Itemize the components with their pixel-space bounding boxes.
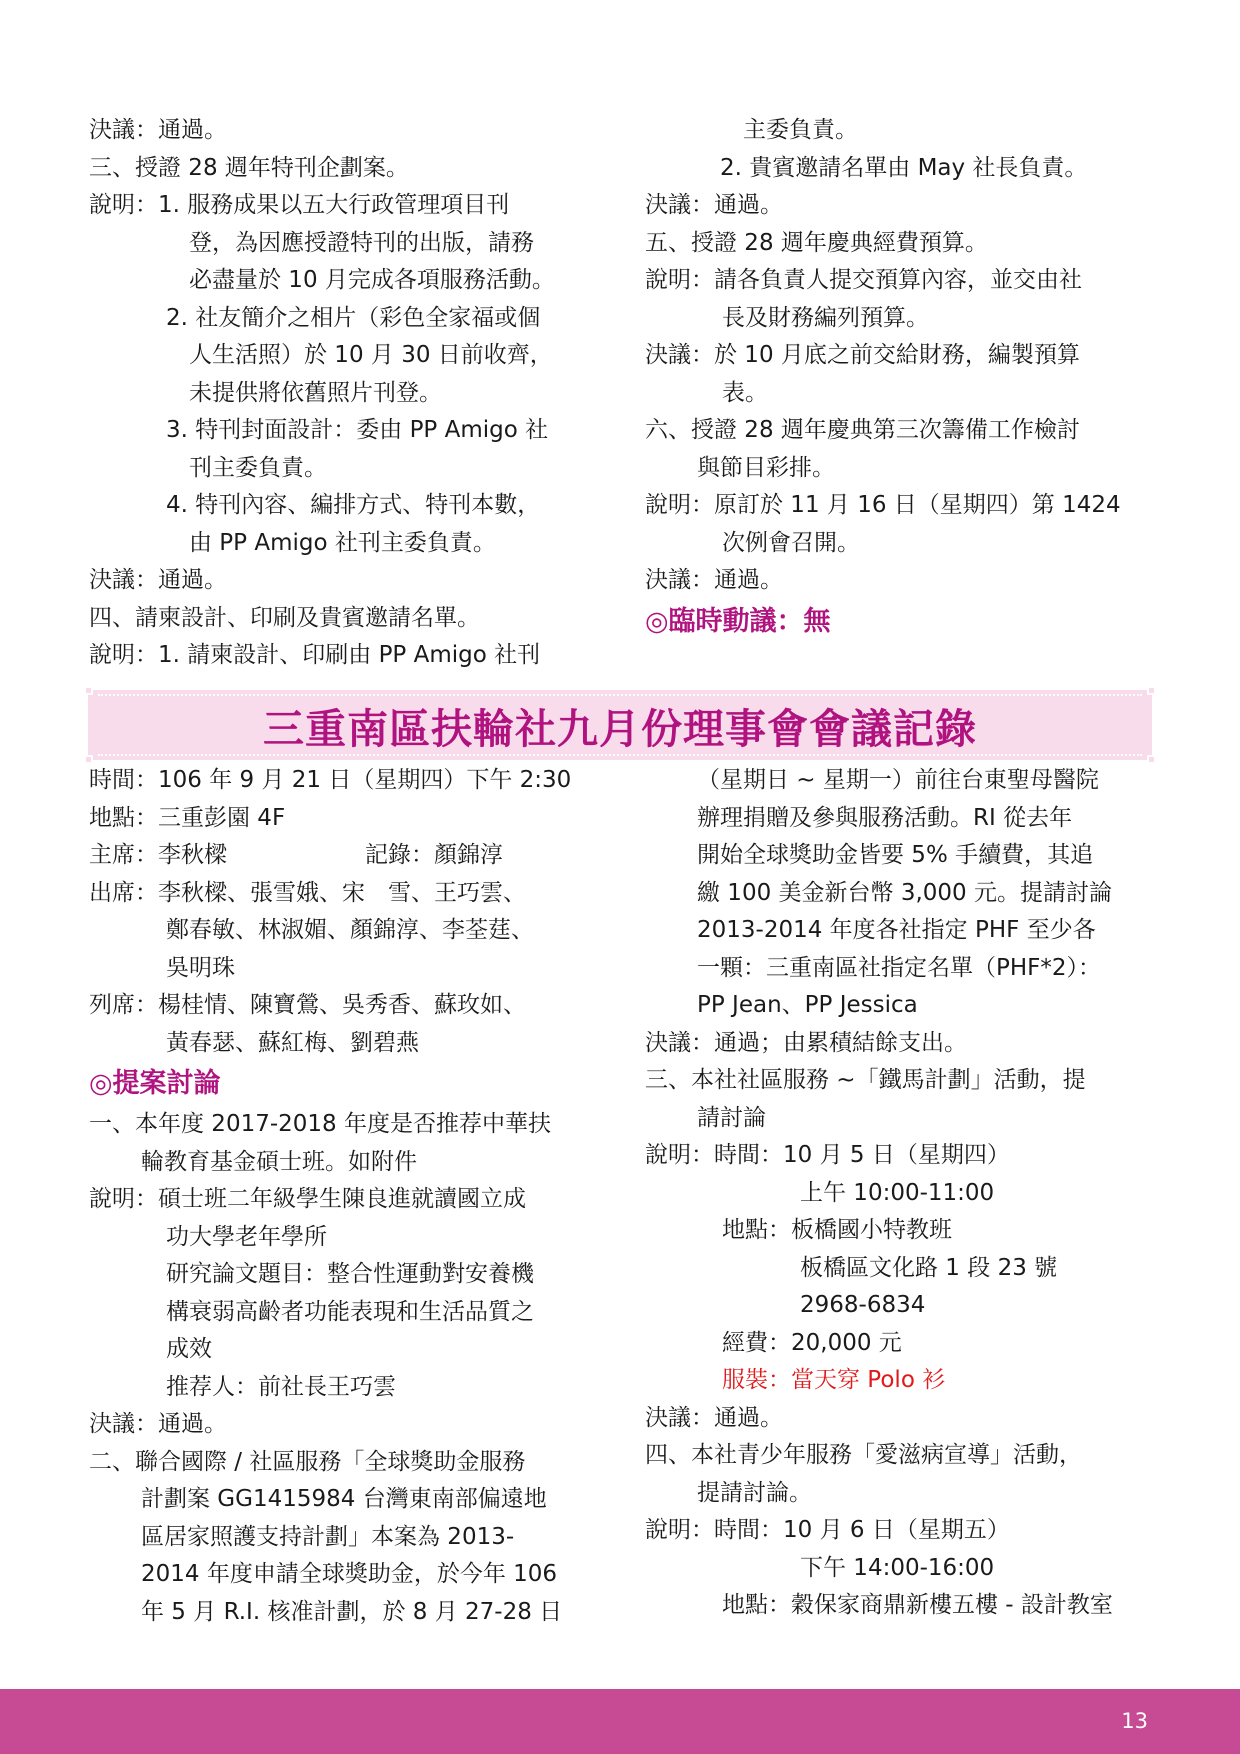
text-line: 說明：碩士班二年級學生陳良進就讀國立成 [89, 1186, 526, 1212]
text-line: 計劃案 GG1415984 台灣東南部偏遠地 [141, 1486, 547, 1512]
text-line: 四、請柬設計、印刷及貴賓邀請名單。 [89, 604, 480, 631]
text-line: 2013-2014 年度各社指定 PHF 至少各 [697, 917, 1096, 943]
text-line: 經費：20,000 元 [722, 1329, 902, 1356]
top-right-column [645, 112, 1155, 644]
bottom-left-column [89, 762, 601, 1631]
text-line: 說明：時間：10 月 5 日（星期四） [645, 1142, 1010, 1168]
text-line: 主委負責。 [743, 117, 858, 143]
text-line: 服裝：當天穿 Polo 衫 [722, 1367, 946, 1393]
text-line: 決議：通過。 [645, 567, 783, 593]
text-line: 決議：通過。 [89, 1411, 227, 1437]
text-line: 一顆：三重南區社指定名單（PHF*2）： [697, 954, 1102, 981]
text-line: （星期日 ~ 星期一）前往台東聖母醫院 [697, 767, 1099, 793]
text-line: 說明：原訂於 11 月 16 日（星期四）第 1424 [645, 492, 1121, 518]
text-line: 列席：楊桂情、陳寶鶯、吳秀香、蘇玫如、 [89, 992, 526, 1018]
text-line: 地點：穀保家商鼎新樓五樓 - 設計教室 [722, 1592, 1113, 1618]
text-line: 必盡量於 10 月完成各項服務活動。 [189, 267, 555, 293]
text-line: 提請討論。 [697, 1479, 812, 1506]
text-line: 三、本社社區服務 ~「鐵馬計劃」活動，提 [645, 1067, 1086, 1093]
text-line: 黃春瑟、蘇紅梅、劉碧燕 [166, 1029, 419, 1056]
text-line: 下午 14:00-16:00 [800, 1554, 995, 1581]
text-line: 成效 [166, 1336, 212, 1362]
text-line: 3. 特刊封面設計：委由 PP Amigo 社 [166, 417, 549, 443]
text-line: 四、本社青少年服務「愛滋病宣導」活動， [645, 1442, 1082, 1468]
text-line: 次例會召開。 [722, 529, 860, 556]
text-line: 辦理捐贈及參與服務活動。RI 從去年 [697, 804, 1073, 831]
text-line: 地點：三重彭園 4F [89, 804, 286, 831]
text-line: 表。 [722, 379, 768, 406]
meeting-title-banner [88, 690, 1152, 760]
text-line: 二、聯合國際 / 社區服務「全球獎助金服務 [89, 1448, 526, 1475]
text-line: 未提供將依舊照片刊登。 [189, 379, 442, 406]
section-heading: ◎臨時動議：無 [645, 605, 831, 637]
text-line: 研究論文題目：整合性運動對安養機 [166, 1261, 534, 1287]
text-line: 決議：通過。 [89, 567, 227, 593]
text-line: 輪教育基金碩士班。如附件 [141, 1148, 417, 1175]
text-line: 吳明珠 [166, 954, 235, 981]
text-line: 2. 貴賓邀請名單由 May 社長負責。 [720, 154, 1088, 181]
text-line: 構衰弱高齡者功能表現和生活品質之 [166, 1298, 534, 1325]
text-line: 年 5 月 R.I. 核准計劃，於 8 月 27-28 日 [141, 1598, 563, 1625]
text-line: 人生活照）於 10 月 30 日前收齊， [189, 342, 553, 368]
text-line: 三、授證 28 週年特刊企劃案。 [89, 154, 409, 181]
text-line: 決議：通過。 [89, 117, 227, 143]
text-line: 地點：板橋國小特教班 [722, 1217, 952, 1243]
text-line: 2. 社友簡介之相片（彩色全家福或個 [166, 304, 541, 331]
text-line: 說明：1. 請柬設計、印刷由 PP Amigo 社刊 [89, 642, 541, 668]
page-number: 13 [1121, 1709, 1148, 1733]
text-line: 決議：通過；由累積結餘支出。 [645, 1029, 967, 1056]
text-line: 開始全球獎助金皆要 5% 手續費，其追 [697, 842, 1094, 868]
section-heading: ◎提案討論 [89, 1068, 221, 1099]
text-line: 2968-6834 [800, 1292, 926, 1318]
text-line: 決議：於 10 月底之前交給財務，編製預算 [645, 342, 1080, 368]
text-line: 一、本年度 2017-2018 年度是否推荐中華扶 [89, 1111, 551, 1137]
bottom-right-column [645, 762, 1155, 1625]
meeting-title: 三重南區扶輪社九月份理事會會議記錄 [263, 704, 977, 753]
text-line: 說明：1. 服務成果以五大行政管理項目刊 [89, 192, 510, 218]
text-line: 說明：時間：10 月 6 日（星期五） [645, 1517, 1010, 1543]
text-line: 主席：李秋樑 記錄：顏錦淳 [89, 842, 503, 868]
text-line: 由 PP Amigo 社刊主委負責。 [189, 529, 496, 556]
text-line: 區居家照護支持計劃」本案為 2013- [141, 1523, 515, 1550]
text-line: 說明：請各負責人提交預算內容，並交由社 [645, 267, 1082, 293]
text-line: 請討論 [697, 1104, 766, 1131]
text-line: 繳 100 美金新台幣 3,000 元。提請討論 [697, 879, 1112, 906]
text-line: 4. 特刊內容、編排方式、特刊本數， [166, 492, 541, 518]
text-line: 決議：通過。 [645, 192, 783, 218]
text-line: 2014 年度申請全球獎助金，於今年 106 [141, 1561, 558, 1587]
footer-bar [0, 1689, 1240, 1754]
text-line: 推荐人：前社長王巧雲 [166, 1373, 396, 1400]
text-line: 功大學老年學所 [166, 1223, 327, 1250]
text-line: 出席：李秋樑、張雪娥、宋 雪、王巧雲、 [89, 879, 526, 906]
text-line: 登，為因應授證特刊的出版，請務 [189, 229, 534, 256]
text-line: 決議：通過。 [645, 1404, 783, 1431]
text-line: 上午 10:00-11:00 [800, 1179, 995, 1206]
text-line: 刊主委負責。 [189, 454, 327, 481]
text-line: PP Jean、PP Jessica [697, 992, 918, 1018]
text-line: 鄭春敏、林淑媚、顏錦淳、李荃莛、 [166, 917, 534, 943]
text-line: 時間：106 年 9 月 21 日（星期四）下午 2:30 [89, 767, 572, 793]
text-line: 與節目彩排。 [697, 454, 835, 481]
text-line: 五、授證 28 週年慶典經費預算。 [645, 229, 988, 256]
text-line: 板橋區文化路 1 段 23 號 [800, 1254, 1058, 1281]
top-left-column [89, 112, 601, 675]
text-line: 六、授證 28 週年慶典第三次籌備工作檢討 [645, 417, 1080, 443]
text-line: 長及財務編列預算。 [722, 304, 929, 331]
